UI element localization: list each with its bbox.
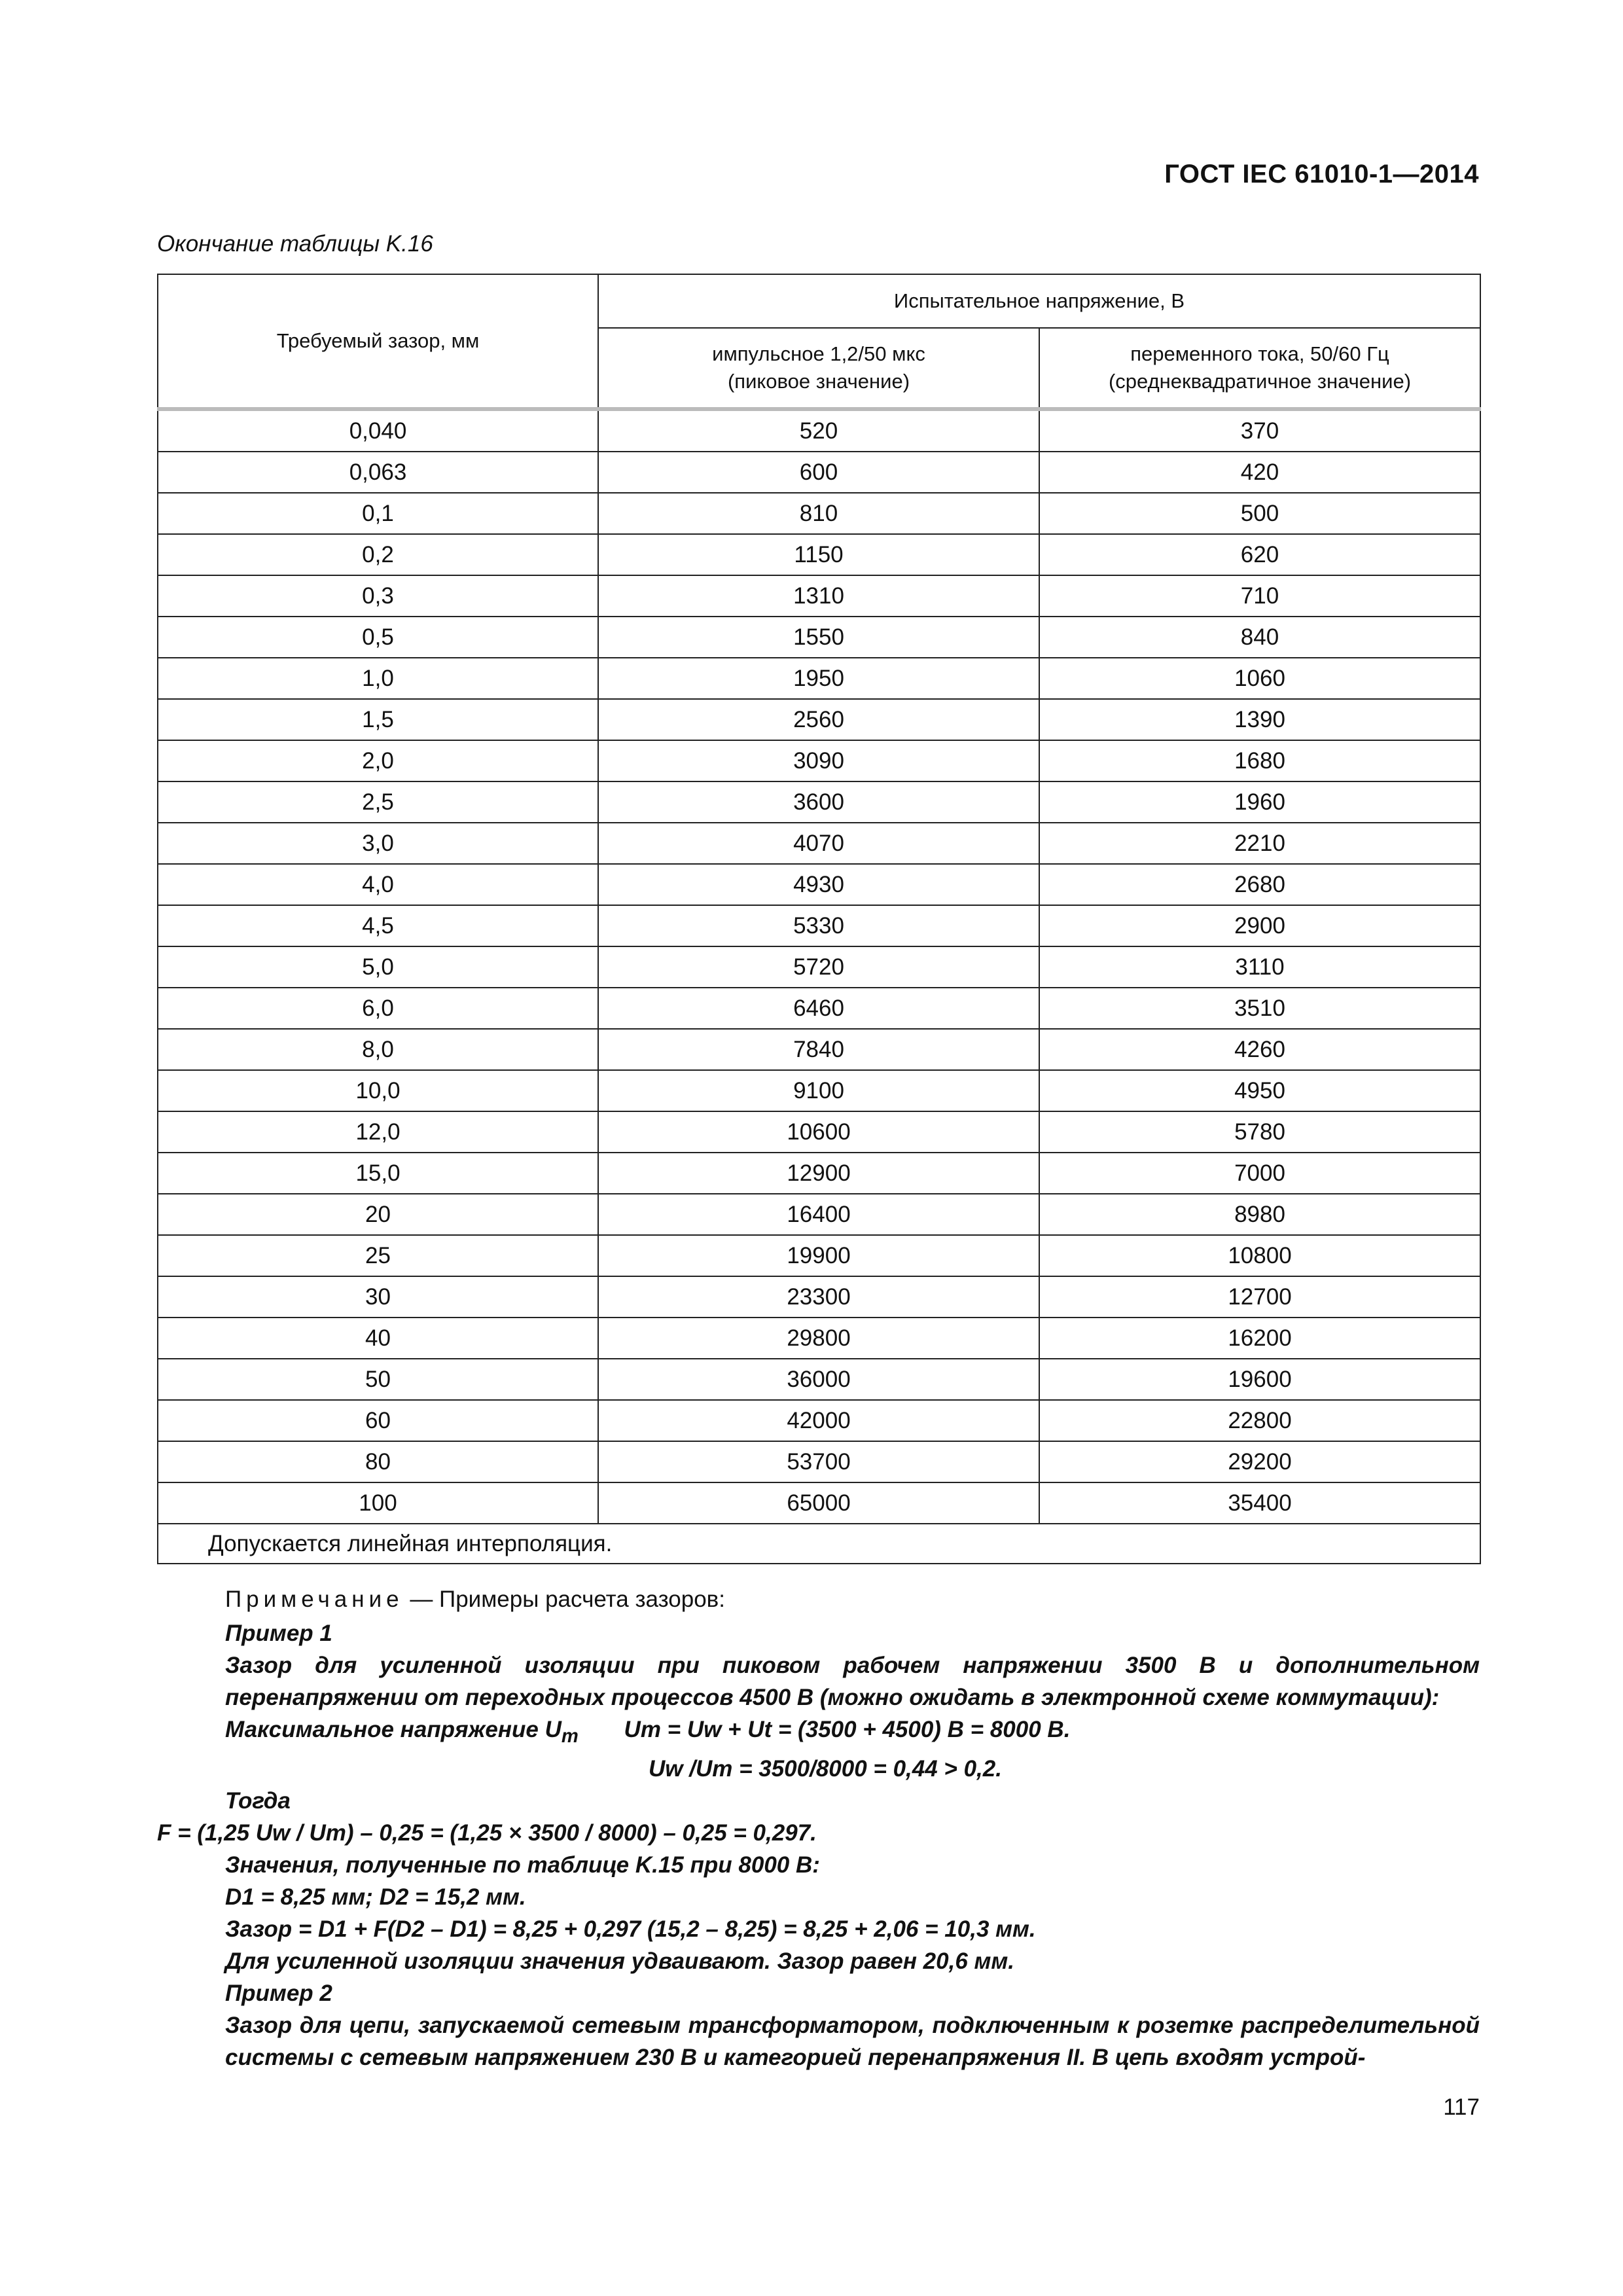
note [225,1583,1338,1615]
example-1-max-voltage-line [157,1713,1480,1753]
table-row [158,1400,1480,1441]
example-1-paragraph-text: Зазор для усиленной изоляции при пиковом рабочем напряжении 3500 В и дополнительном перенапряжении от переходных процессов 4500 В (можно ожидать в электронной схеме коммутации): [225,1653,1480,1710]
cell-impulse-voltage: 7840 [598,1029,1039,1070]
formula-f: F = (1,25 Uw / Um) – 0,25 = (1,25 × 3500 / 8000) – 0,25 = 0,297. [157,1820,817,1846]
cell-ac-voltage: 2210 [1039,823,1480,864]
cell-ac-voltage: 1060 [1039,658,1480,699]
table-row [158,617,1480,658]
cell-ac-voltage: 16200 [1039,1318,1480,1359]
cell-ac-voltage: 500 [1039,493,1480,534]
cell-clearance: 6,0 [158,988,598,1029]
cell-impulse-voltage: 3090 [598,740,1039,781]
table-row [158,988,1480,1029]
cell-ac-voltage: 29200 [1039,1441,1480,1482]
table-footnote: Допускается линейная интерполяция. [158,1524,1480,1564]
header-required-clearance: Требуемый зазор, мм [158,274,598,409]
example-1-values-line: Значения, полученные по таблице K.15 при 8000 В: [225,1852,820,1878]
cell-ac-voltage: 12700 [1039,1276,1480,1318]
cell-clearance: 0,2 [158,534,598,575]
table-row [158,699,1480,740]
table-row [158,534,1480,575]
header-ac-line2: (среднеквадратичное значение) [1108,370,1412,393]
cell-ac-voltage: 22800 [1039,1400,1480,1441]
cell-impulse-voltage: 1550 [598,617,1039,658]
cell-impulse-voltage: 16400 [598,1194,1039,1235]
example-1-then: Тогда [225,1788,291,1814]
cell-impulse-voltage: 12900 [598,1153,1039,1194]
cell-clearance: 25 [158,1235,598,1276]
cell-clearance: 0,1 [158,493,598,534]
formula-d-values: D1 = 8,25 мм; D2 = 15,2 мм. [225,1884,526,1910]
table-row [158,1482,1480,1524]
cell-ac-voltage: 1960 [1039,781,1480,823]
cell-clearance: 0,3 [158,575,598,617]
cell-clearance: 5,0 [158,946,598,988]
table-row [158,1029,1480,1070]
cell-ac-voltage: 35400 [1039,1482,1480,1524]
cell-ac-voltage: 1390 [1039,699,1480,740]
cell-impulse-voltage: 2560 [598,699,1039,740]
cell-ac-voltage: 420 [1039,452,1480,493]
cell-impulse-voltage: 6460 [598,988,1039,1029]
cell-impulse-voltage: 23300 [598,1276,1039,1318]
header-ac-line1: переменного тока, 50/60 Гц [1130,342,1389,365]
cell-impulse-voltage: 1150 [598,534,1039,575]
table-row [158,946,1480,988]
table-row [158,1070,1480,1111]
table-row [158,658,1480,699]
cell-impulse-voltage: 1950 [598,658,1039,699]
page-number: 117 [1443,2094,1480,2120]
cell-impulse-voltage: 5720 [598,946,1039,988]
cell-clearance: 30 [158,1276,598,1318]
note-label: Примечание [225,1587,404,1612]
cell-clearance: 100 [158,1482,598,1524]
cell-ac-voltage: 3510 [1039,988,1480,1029]
cell-ac-voltage: 2900 [1039,905,1480,946]
cell-clearance: 0,063 [158,452,598,493]
max-voltage-subscript: m [561,1726,579,1747]
cell-clearance: 4,0 [158,864,598,905]
table-row [158,1235,1480,1276]
cell-impulse-voltage: 65000 [598,1482,1039,1524]
example-1-title: Пример 1 [225,1621,332,1646]
header-test-voltage: Испытательное напряжение, В [598,274,1480,328]
example-2-paragraph: Зазор для цепи, запускаемой сетевым трансформатором, подключенным к розетке распределительной системы с сетевым напряжением 230 В и категорией перенапряжения II. В цепь входят устрой- [225,2013,1480,2070]
cell-impulse-voltage: 4070 [598,823,1039,864]
formula-gap: Зазор = D1 + F(D2 – D1) = 8,25 + 0,297 (15,2 – 8,25) = 8,25 + 2,06 = 10,3 мм. [225,1916,1036,1942]
cell-impulse-voltage: 3600 [598,781,1039,823]
example-1-double: Для усиленной изоляции значения удваивают. Зазор равен 20,6 мм. [225,1948,1015,1974]
example-2-title: Пример 2 [225,1981,332,2006]
cell-impulse-voltage: 53700 [598,1441,1039,1482]
header-impulse-line1: импульсное 1,2/50 мкс [712,342,925,365]
formula-um: Um = Uw + Ut = (3500 + 4500) В = 8000 В. [624,1717,1071,1742]
table-row [158,740,1480,781]
table-row [158,1359,1480,1400]
cell-clearance: 80 [158,1441,598,1482]
table-row [158,1441,1480,1482]
cell-clearance: 4,5 [158,905,598,946]
cell-clearance: 0,5 [158,617,598,658]
cell-ac-voltage: 10800 [1039,1235,1480,1276]
cell-impulse-voltage: 29800 [598,1318,1039,1359]
table-body [158,409,1480,1524]
table-row [158,823,1480,864]
table-row [158,1318,1480,1359]
table-row [158,452,1480,493]
cell-impulse-voltage: 36000 [598,1359,1039,1400]
cell-impulse-voltage: 600 [598,452,1039,493]
table-row [158,864,1480,905]
cell-clearance: 40 [158,1318,598,1359]
clearance-voltage-table [157,274,1481,1564]
cell-impulse-voltage: 10600 [598,1111,1039,1153]
formula-ratio: Uw /Um = 3500/8000 = 0,44 > 0,2. [649,1756,1002,1782]
cell-ac-voltage: 840 [1039,617,1480,658]
table-row [158,1153,1480,1194]
cell-clearance: 1,5 [158,699,598,740]
cell-ac-voltage: 710 [1039,575,1480,617]
table-row [158,1194,1480,1235]
cell-impulse-voltage: 9100 [598,1070,1039,1111]
table-row [158,1111,1480,1153]
cell-clearance: 2,0 [158,740,598,781]
note-text: — Примеры расчета зазоров: [403,1587,725,1612]
cell-clearance: 2,5 [158,781,598,823]
cell-clearance: 8,0 [158,1029,598,1070]
cell-clearance: 50 [158,1359,598,1400]
cell-ac-voltage: 5780 [1039,1111,1480,1153]
cell-ac-voltage: 8980 [1039,1194,1480,1235]
header-ac-voltage [1039,328,1480,409]
cell-ac-voltage: 1680 [1039,740,1480,781]
examples-section [157,1617,1480,2073]
cell-ac-voltage: 370 [1039,409,1480,452]
cell-impulse-voltage: 1310 [598,575,1039,617]
cell-ac-voltage: 7000 [1039,1153,1480,1194]
table-row [158,1276,1480,1318]
table-row [158,493,1480,534]
header-impulse-line2: (пиковое значение) [727,370,910,393]
table-caption: Окончание таблицы K.16 [157,231,433,257]
cell-ac-voltage: 2680 [1039,864,1480,905]
cell-impulse-voltage: 42000 [598,1400,1039,1441]
cell-impulse-voltage: 810 [598,493,1039,534]
cell-impulse-voltage: 4930 [598,864,1039,905]
cell-impulse-voltage: 19900 [598,1235,1039,1276]
cell-clearance: 12,0 [158,1111,598,1153]
cell-clearance: 0,040 [158,409,598,452]
cell-ac-voltage: 4260 [1039,1029,1480,1070]
example-1-paragraph [157,1649,1480,1713]
cell-impulse-voltage: 5330 [598,905,1039,946]
cell-clearance: 60 [158,1400,598,1441]
table-row [158,575,1480,617]
document-standard-header: ГОСТ IEC 61010-1—2014 [1164,160,1479,188]
cell-ac-voltage: 620 [1039,534,1480,575]
max-voltage-label: Максимальное напряжение U [225,1717,562,1742]
cell-ac-voltage: 4950 [1039,1070,1480,1111]
cell-ac-voltage: 3110 [1039,946,1480,988]
header-impulse-voltage [598,328,1039,409]
cell-clearance: 3,0 [158,823,598,864]
cell-clearance: 10,0 [158,1070,598,1111]
table-row [158,781,1480,823]
cell-impulse-voltage: 520 [598,409,1039,452]
cell-ac-voltage: 19600 [1039,1359,1480,1400]
cell-clearance: 15,0 [158,1153,598,1194]
table-row [158,905,1480,946]
table-row [158,409,1480,452]
cell-clearance: 20 [158,1194,598,1235]
cell-clearance: 1,0 [158,658,598,699]
